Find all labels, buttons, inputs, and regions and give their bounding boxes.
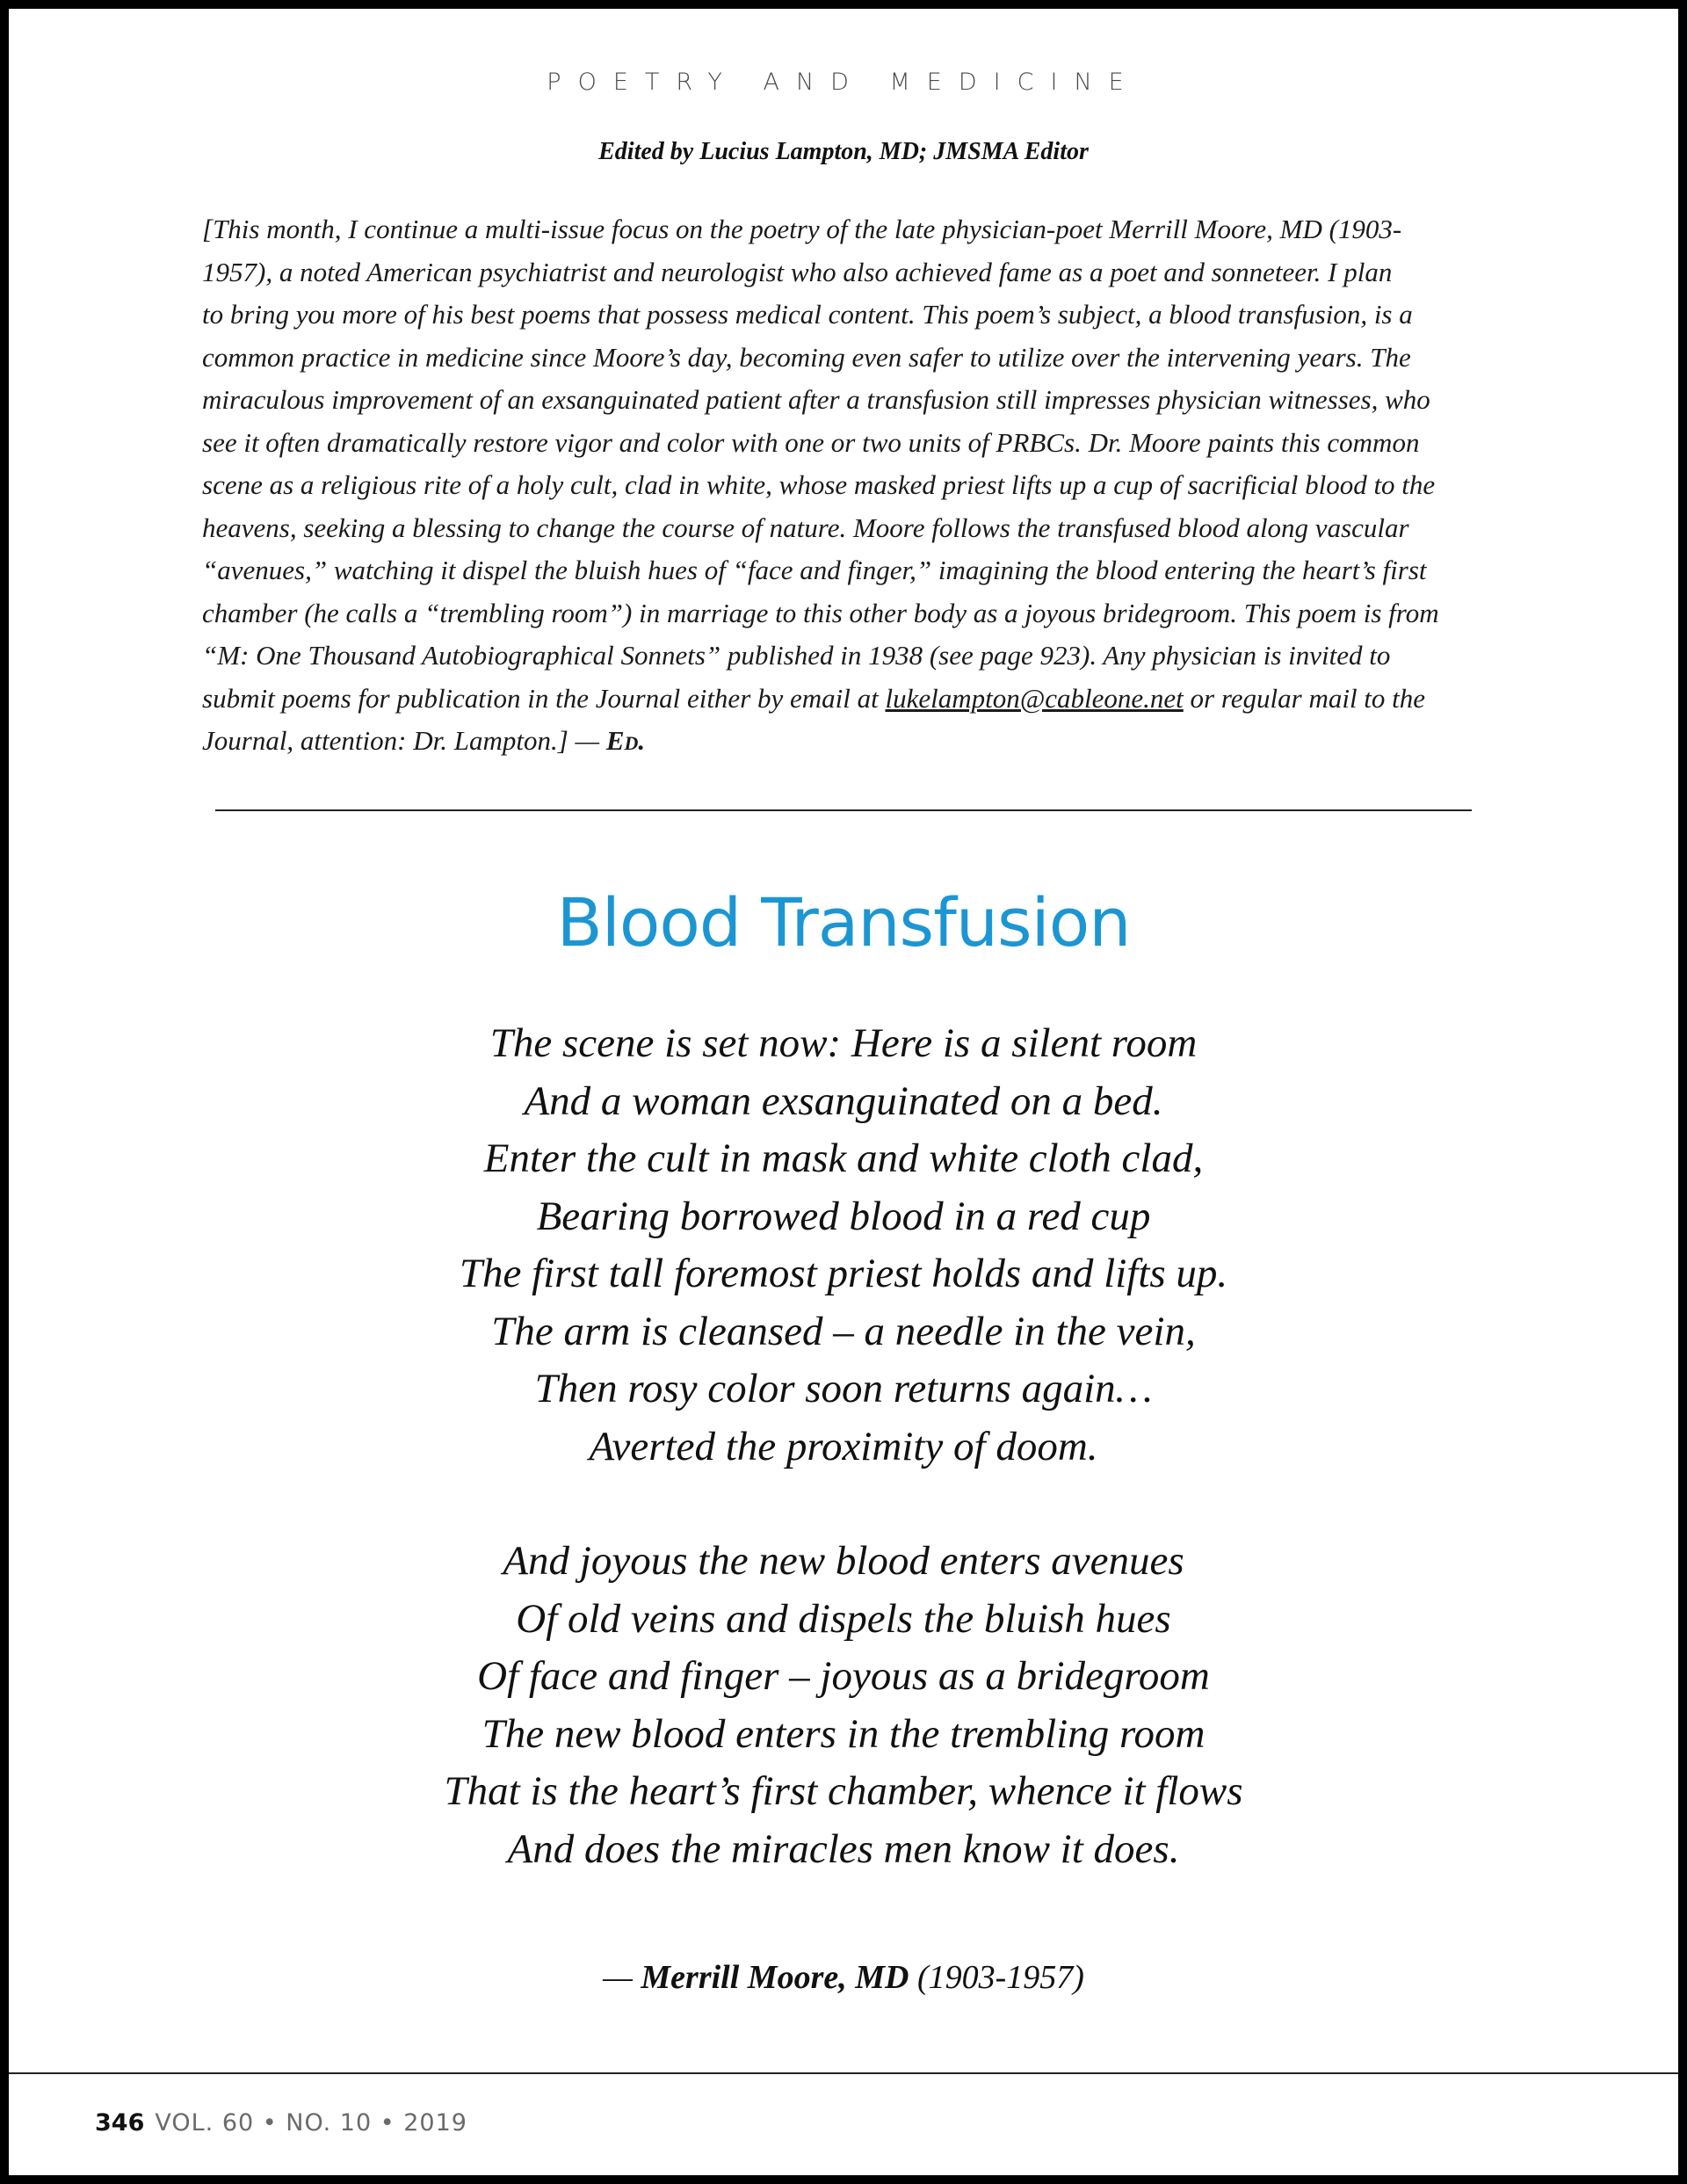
poem-line: And a woman exsanguinated on a bed.	[524, 1077, 1163, 1124]
issue-info: VOL. 60 • NO. 10 • 2019	[155, 2109, 467, 2137]
poem-line: Of face and finger – joyous as a bridegroom	[477, 1653, 1210, 1699]
poem-line: That is the heart’s first chamber, whence it flows	[444, 1768, 1243, 1814]
editor-mark: Ed.	[605, 725, 646, 756]
footer-divider	[9, 2072, 1678, 2074]
poem-line: Enter the cult in mask and white cloth clad,	[483, 1136, 1204, 1181]
poem-line: Averted the proximity of doom.	[589, 1423, 1098, 1469]
poem-stanza	[0, 1533, 1687, 1878]
poem-line: And joyous the new blood enters avenues	[503, 1538, 1184, 1584]
editor-introduction	[202, 208, 1494, 763]
intro-line	[202, 720, 1494, 763]
intro-text: submit poems for publication in the Journal either by email at	[202, 682, 886, 714]
poem-body	[0, 1015, 1687, 1878]
poem-line: The first tall foremost priest holds and lifts up.	[459, 1251, 1228, 1296]
intro-line: “avenues,” watching it dispel the bluish hues of “face and finger,” imagining the blood entering the heart’s first	[202, 555, 1427, 585]
intro-text: Journal, attention: Dr. Lampton.] —	[202, 725, 606, 756]
page-number: 346	[95, 2109, 145, 2137]
intro-line: “M: One Thousand Autobiographical Sonnets” published in 1938 (see page 923). Any physician is invited to	[202, 640, 1391, 671]
email-link[interactable]: lukelampton@cableone.net	[885, 682, 1184, 714]
page-footer	[95, 2109, 467, 2137]
poem-attribution	[0, 1958, 1687, 1997]
poem-line: The scene is set now: Here is a silent room	[489, 1020, 1198, 1066]
intro-line: common practice in medicine since Moore’s day, becoming even safer to utilize over the intervening years. The	[202, 341, 1411, 373]
attribution-dash: —	[603, 1959, 641, 1996]
poem-line: The new blood enters in the trembling room	[481, 1710, 1206, 1757]
intro-line: scene as a religious rite of a holy cult, clad in white, whose masked priest lifts up a cup of sacrificial blood to the	[202, 469, 1436, 500]
intro-line: 1957), a noted American psychiatrist and neurologist who also achieved fame as a poet and sonneteer. I plan	[202, 256, 1393, 287]
poem-line: The arm is cleansed – a needle in the vein,	[491, 1308, 1196, 1354]
editor-credit: Edited by Lucius Lampton, MD; JMSMA Editor	[598, 138, 1089, 165]
author-years: (1903-1957)	[909, 1959, 1084, 1996]
section-divider	[215, 809, 1472, 811]
intro-line	[202, 678, 1494, 721]
intro-line: see it often dramatically restore vigor and color with one or two units of PRBCs. Dr. Moore paints this common	[202, 426, 1420, 458]
intro-line: to bring you more of his best poems that possess medical content. This poem’s subject, a blood transfusion, is a	[202, 299, 1413, 330]
author-name: Merrill Moore, MD	[641, 1959, 909, 1996]
poem-stanza	[0, 1015, 1687, 1476]
intro-line: miraculous improvement of an exsanguinated patient after a transfusion still impresses physician witnesses, who	[202, 384, 1430, 415]
section-heading: POETRY AND MEDICINE	[547, 69, 1140, 96]
poem-line: Then rosy color soon returns again…	[534, 1366, 1153, 1411]
intro-text: or regular mail to the	[1183, 682, 1426, 714]
poem-line: Bearing borrowed blood in a red cup	[536, 1193, 1151, 1239]
intro-line: [This month, I continue a multi-issue focus on the poetry of the late physician-poet Merrill Moore, MD (1903-	[202, 214, 1402, 244]
poem-line: Of old veins and dispels the bluish hues	[516, 1595, 1171, 1642]
poem-title: Blood Transfusion	[556, 883, 1131, 961]
poem-line: And does the miracles men know it does.	[507, 1825, 1180, 1872]
intro-line: chamber (he calls a “trembling room”) in marriage to this other body as a joyous bridegroom. This poem is from	[202, 597, 1439, 628]
intro-line: heavens, seeking a blessing to change the course of nature. Moore follows the transfused blood along vascular	[202, 512, 1409, 543]
